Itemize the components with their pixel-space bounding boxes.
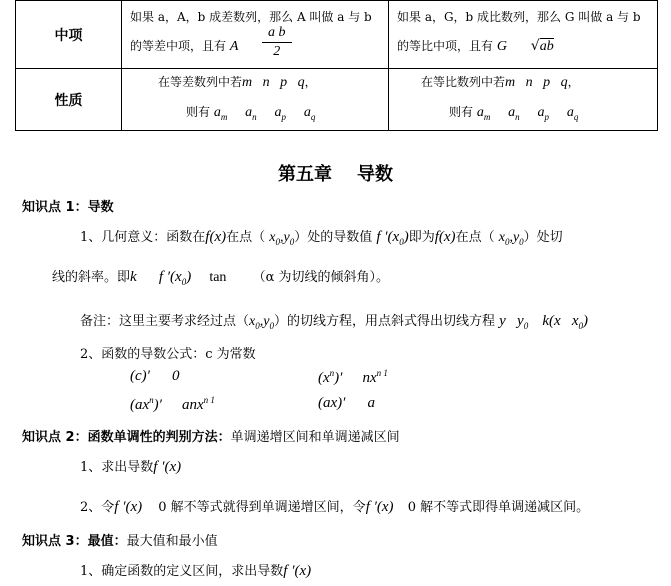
geo-term-1: $a_m$ xyxy=(476,105,491,122)
formula-power: $(x^n)'$ $nx^{n 1}$ xyxy=(318,368,388,386)
arith-prop-line2 xyxy=(186,103,315,122)
geo-term-2: $a_n$ xyxy=(508,105,520,122)
geo-def-text: 的等比中项，且有 xyxy=(397,39,494,53)
row-header-label: 中项 xyxy=(54,27,83,44)
table-row-middle-term xyxy=(16,1,658,69)
arith-term-4: $a_q$ xyxy=(303,105,316,122)
kp2-item2: 2、令f ′(x) 0 解不等式就得到单调递增区间，令f ′(x) 0 解不等式即得单调递减区间。 xyxy=(80,499,590,515)
arith-prop-line1: 在等差数列中若m n p q， xyxy=(158,75,317,90)
arith-term-3: $a_p$ xyxy=(274,105,286,122)
row-header-label: 性质 xyxy=(54,92,83,109)
geo-var: G xyxy=(496,39,507,54)
arith-def-line1: 如果 a，A，b 成差数列，那么 A 叫做 a 与 b xyxy=(130,10,372,24)
kp1-note: 备注：这里主要考求经过点$(x_0,y_0)$的切线方程，用点斜式得出切线方程 y $y_0$ k(x $x_0$) xyxy=(80,313,589,331)
arith-fraction xyxy=(262,24,292,61)
kp3-item1: 1、确定函数的定义区间，求出导数f ′(x) xyxy=(80,563,312,579)
geo-term-3: $a_p$ xyxy=(537,105,549,122)
kp3-heading: 知识点 3：最值：最大值和最小值 xyxy=(22,534,218,549)
comparison-table xyxy=(15,0,658,131)
geo-def-line2 xyxy=(397,37,554,55)
fraction-numerator: a b xyxy=(262,24,292,43)
kp2-item1: 1、求出导数f ′(x) xyxy=(80,459,182,475)
kp2-heading: 知识点 2：函数单调性的判别方法：单调递增区间和单调递减区间 xyxy=(22,430,400,445)
geo-prop-text: 在等比数列中若 xyxy=(421,75,506,89)
row-header-property xyxy=(16,69,122,131)
geo-prop-then: 则有 xyxy=(449,105,474,119)
chapter-title: 第五章 导数 xyxy=(277,164,394,185)
formula-scaled-power: $(ax^n)'$ anx$^{n 1}$ xyxy=(130,395,215,413)
sqrt-expr: √ab xyxy=(530,38,554,54)
arith-var: A xyxy=(229,39,239,54)
arith-property-cell xyxy=(122,69,389,131)
arith-middle-term-cell xyxy=(122,1,389,69)
kp1-item2: 2、函数的导数公式：c 为常数 xyxy=(80,347,256,362)
geo-prop-cond: m n p q xyxy=(505,75,568,90)
arith-prop-then: 则有 xyxy=(186,105,211,119)
fx-expr: f(x) xyxy=(205,229,227,245)
geo-middle-term-cell xyxy=(389,1,658,69)
kp1-item1-line1: 1、几何意义：函数在f(x)在点（ $x_0,y_0$）处的导数值 f $'(x_0)$即为f(x)在点（ $x_0,y_0$）处切 xyxy=(80,229,563,247)
formula-linear: (ax)′ a xyxy=(318,395,375,411)
arith-prop-cond: m n p q xyxy=(242,75,305,90)
geo-def-line1: 如果 a，G，b 成比数列，那么 G 叫做 a 与 b xyxy=(397,10,641,24)
arith-term-1: $a_m$ xyxy=(213,105,228,122)
geo-prop-line1: 在等比数列中若m n p q， xyxy=(421,75,580,90)
geo-property-cell xyxy=(389,69,658,131)
geo-prop-line2 xyxy=(449,103,578,122)
sqrt-radicand: ab xyxy=(539,39,554,54)
kp1-heading: 知识点 1：导数 xyxy=(22,200,114,215)
geo-term-4: $a_q$ xyxy=(566,105,579,122)
table-row-property xyxy=(16,69,658,131)
formula-constant: (c)′ 0 xyxy=(130,368,180,384)
arith-def-text: 的等差中项，且有 xyxy=(130,39,227,53)
arith-prop-text: 在等差数列中若 xyxy=(158,75,243,89)
kp1-item1-line2: 线的斜率。即k f $'(x_0)$ tan （α 为切线的倾斜角）。 xyxy=(52,269,389,287)
arith-term-2: $a_n$ xyxy=(245,105,257,122)
arith-def-line2 xyxy=(130,37,238,55)
row-header-middle-term xyxy=(16,1,122,69)
fraction-denominator: 2 xyxy=(273,44,281,59)
